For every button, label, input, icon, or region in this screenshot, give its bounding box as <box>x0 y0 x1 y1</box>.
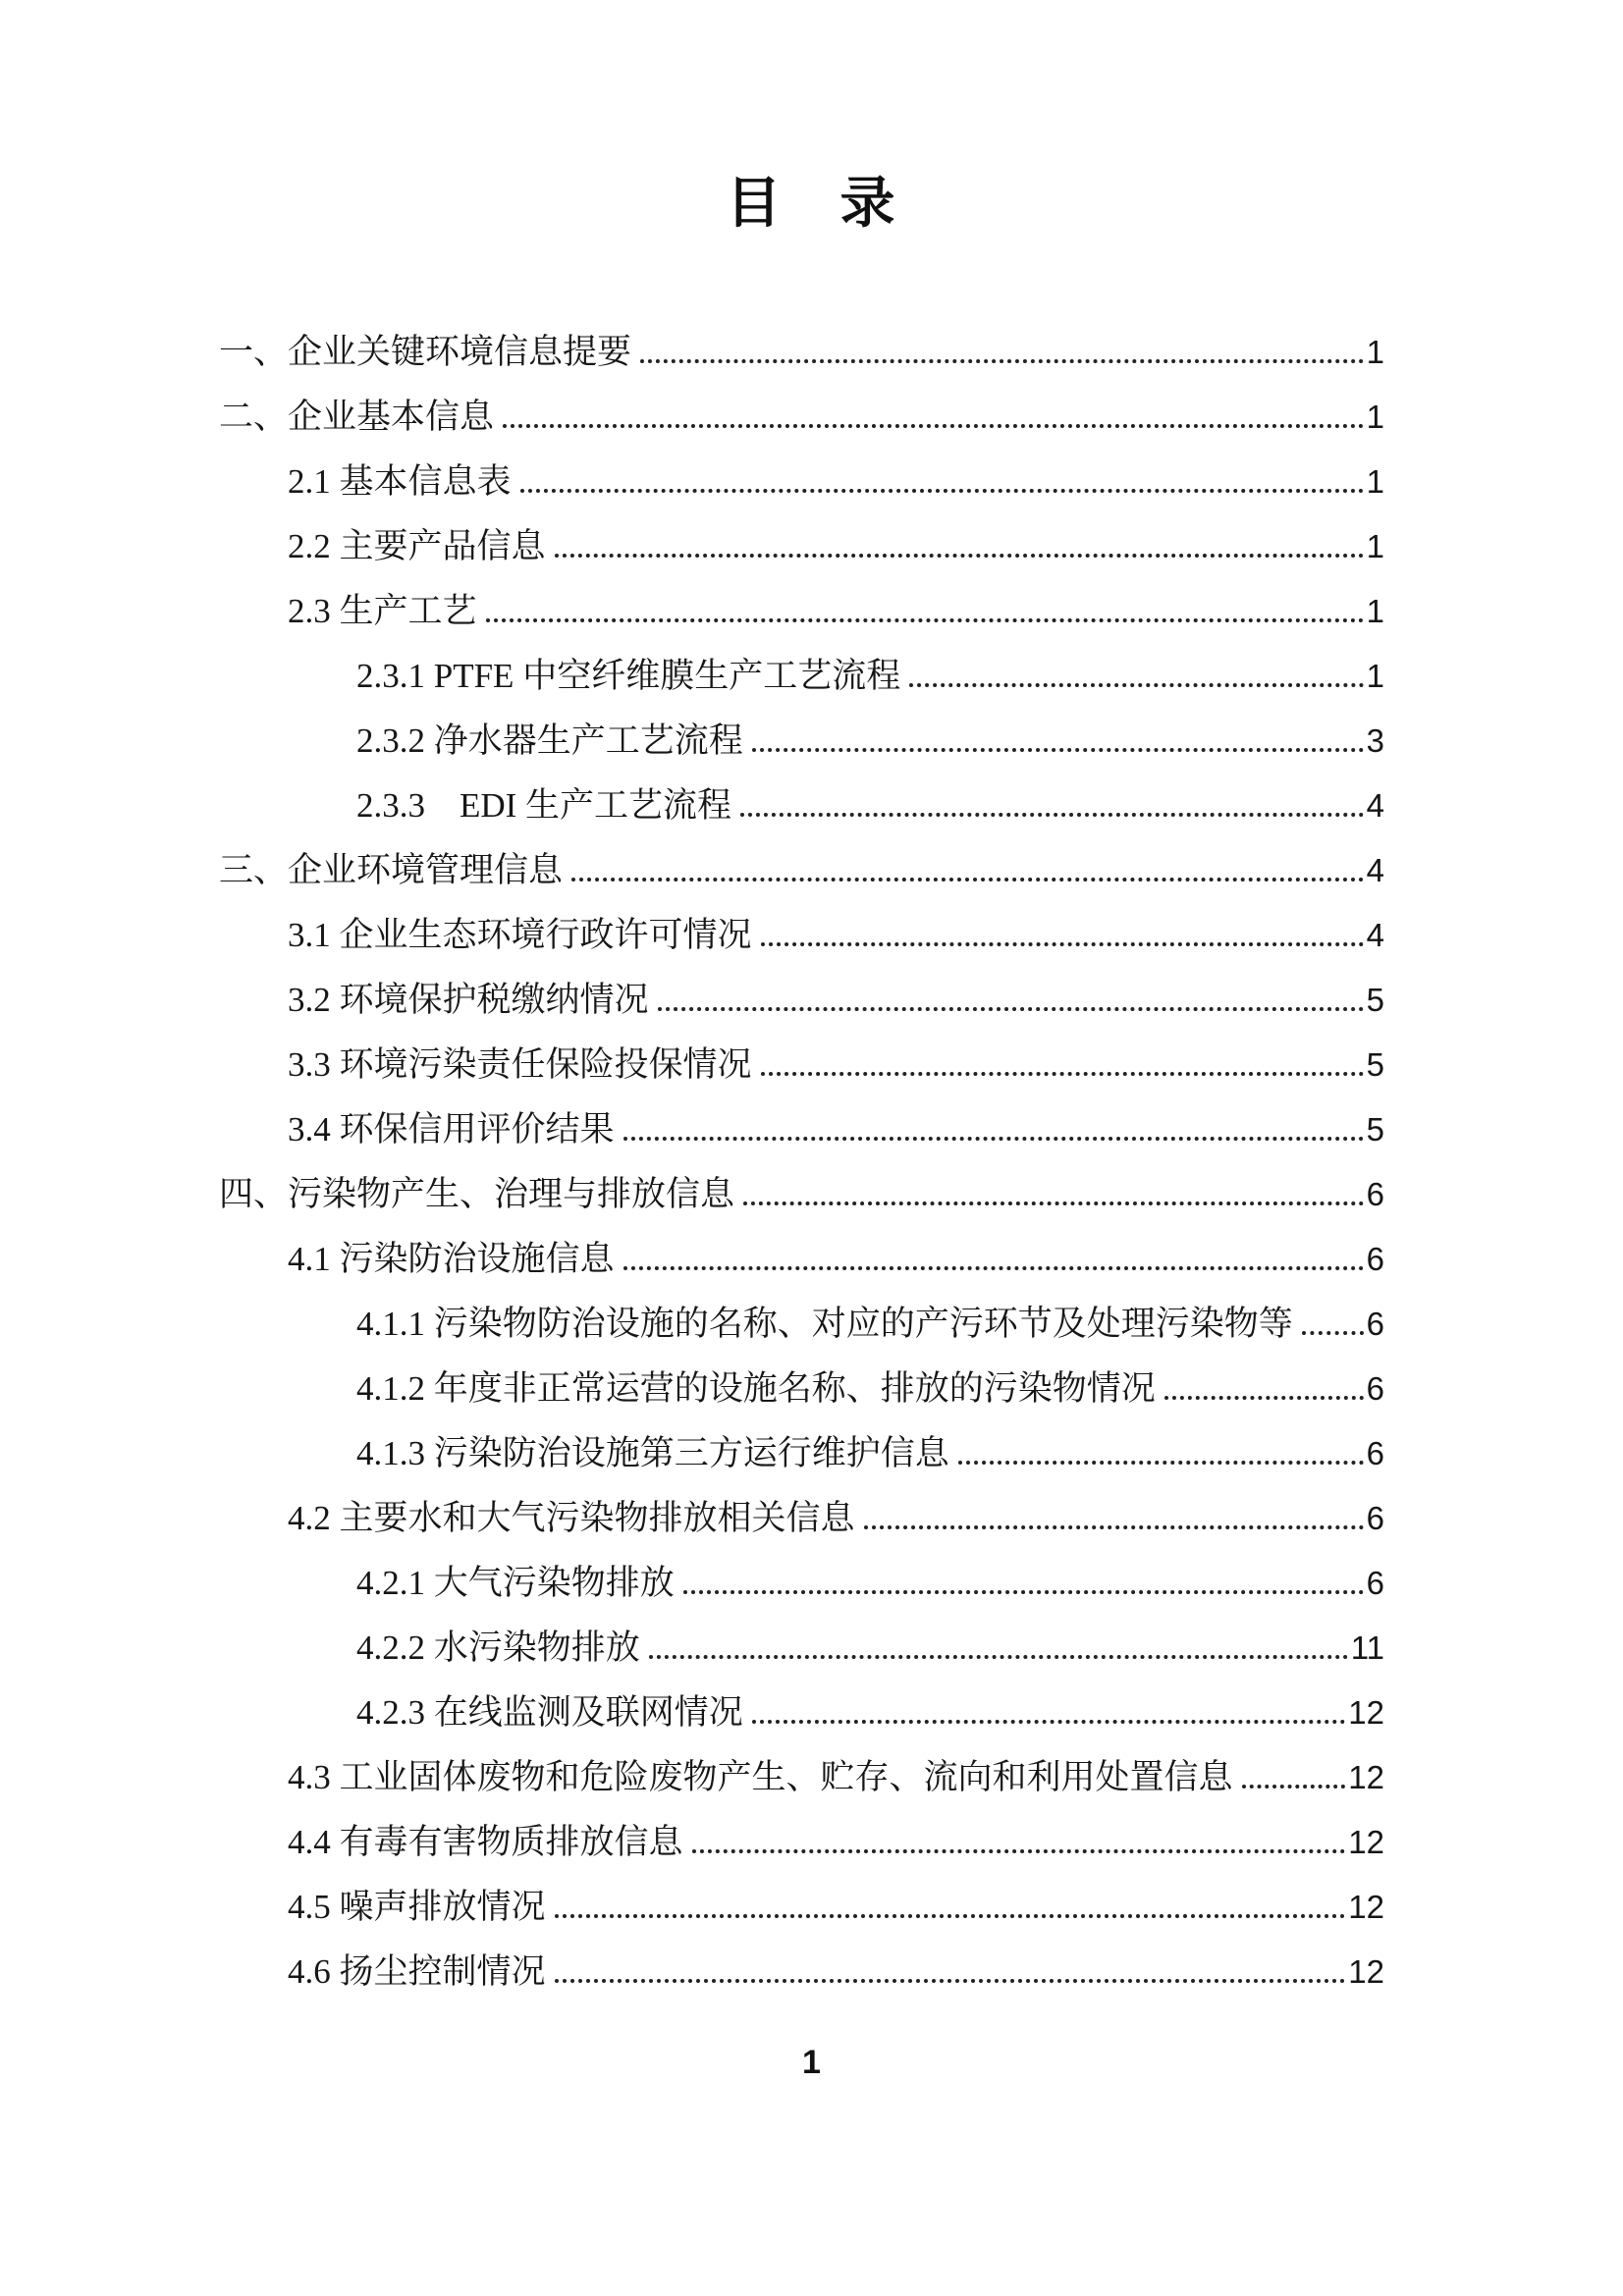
toc-entry-page: 4 <box>1366 852 1384 888</box>
toc-entry-label: 4.6 扬尘控制情况 <box>288 1952 546 1991</box>
toc-entry <box>219 719 1384 763</box>
toc-leader-dots <box>740 812 1364 817</box>
toc-entry <box>219 330 1384 374</box>
toc-entry-page: 6 <box>1366 1241 1384 1277</box>
toc-entry-page: 5 <box>1366 1111 1384 1148</box>
toc-leader-dots <box>743 1201 1364 1205</box>
toc-entry-page: 4 <box>1366 787 1384 824</box>
toc-entry <box>219 1496 1384 1540</box>
toc-entry <box>219 1561 1384 1605</box>
toc-leader-dots <box>486 617 1364 622</box>
toc-leader-dots <box>571 877 1364 881</box>
toc-entry-label: 4.2.2 水污染物排放 <box>356 1629 640 1667</box>
toc-entry <box>219 1755 1384 1799</box>
toc-entry <box>219 1626 1384 1670</box>
toc-entry-page: 6 <box>1366 1370 1384 1407</box>
toc-entry <box>219 654 1384 698</box>
toc-leader-dots <box>649 1654 1348 1659</box>
toc-leader-dots <box>1302 1330 1364 1335</box>
toc-leader-dots <box>1164 1395 1364 1400</box>
toc-entry <box>219 1107 1384 1151</box>
toc-entry-page: 12 <box>1348 1694 1384 1731</box>
toc-entry <box>219 1366 1384 1411</box>
toc-entry-page: 5 <box>1366 1046 1384 1083</box>
toc-entry-label: 4.2.3 在线监测及联网情况 <box>356 1693 743 1732</box>
toc-leader-dots <box>520 488 1364 493</box>
toc-entry-label: 4.5 噪声排放情况 <box>288 1888 546 1926</box>
toc-leader-dots <box>692 1848 1346 1853</box>
toc-leader-dots <box>623 1265 1364 1270</box>
toc-list <box>219 330 1384 1994</box>
toc-leader-dots <box>761 1071 1364 1076</box>
toc-entry <box>219 459 1384 504</box>
toc-entry <box>219 1431 1384 1475</box>
toc-entry <box>219 1172 1384 1216</box>
toc-entry-page: 3 <box>1366 722 1384 759</box>
toc-leader-dots <box>623 1136 1364 1141</box>
toc-leader-dots <box>752 747 1364 752</box>
toc-entry-label: 2.1 基本信息表 <box>288 462 512 501</box>
toc-title: 目 录 <box>726 174 897 235</box>
toc-entry-page: 11 <box>1350 1629 1384 1666</box>
toc-entry-page: 1 <box>1366 399 1384 435</box>
toc-entry-page: 1 <box>1366 334 1384 370</box>
toc-leader-dots <box>761 941 1364 946</box>
toc-entry-label: 四、污染物产生、治理与排放信息 <box>219 1175 735 1213</box>
toc-entry <box>219 783 1384 828</box>
toc-entry-label: 2.3 生产工艺 <box>288 592 477 630</box>
toc-leader-dots <box>752 1719 1346 1724</box>
toc-entry-page: 6 <box>1366 1500 1384 1536</box>
toc-entry-page: 12 <box>1348 1889 1384 1925</box>
toc-entry <box>219 524 1384 568</box>
toc-entry-label: 一、企业关键环境信息提要 <box>219 333 632 371</box>
toc-entry <box>219 589 1384 633</box>
toc-entry <box>219 848 1384 892</box>
toc-entry-label: 4.1.3 污染防治设施第三方运行维护信息 <box>356 1434 949 1472</box>
toc-entry-label: 2.3.1 PTFE 中空纤维膜生产工艺流程 <box>356 657 901 695</box>
toc-entry-page: 1 <box>1366 658 1384 694</box>
toc-entry-label: 4.4 有毒有害物质排放信息 <box>288 1823 683 1861</box>
toc-entry <box>219 395 1384 439</box>
toc-entry-page: 1 <box>1366 463 1384 500</box>
toc-leader-dots <box>555 553 1364 558</box>
toc-entry-label: 4.1.2 年度非正常运营的设施名称、排放的污染物情况 <box>356 1369 1156 1408</box>
toc-entry-label: 3.4 环保信用评价结果 <box>288 1110 615 1148</box>
toc-entry-page: 4 <box>1366 917 1384 953</box>
toc-entry <box>219 1820 1384 1864</box>
toc-entry-page: 6 <box>1366 1306 1384 1342</box>
toc-leader-dots <box>658 1006 1364 1011</box>
toc-entry <box>219 1885 1384 1929</box>
toc-entry-page: 5 <box>1366 982 1384 1018</box>
toc-entry <box>219 1690 1384 1735</box>
toc-entry-label: 3.2 环境保护税缴纳情况 <box>288 981 649 1019</box>
toc-entry <box>219 1237 1384 1281</box>
toc-entry-label: 4.2.1 大气污染物排放 <box>356 1564 675 1602</box>
toc-leader-dots <box>864 1524 1364 1529</box>
toc-entry-page: 12 <box>1348 1759 1384 1795</box>
toc-leader-dots <box>640 358 1364 363</box>
toc-entry-label: 三、企业环境管理信息 <box>219 851 564 889</box>
toc-entry-label: 4.3 工业固体废物和危险废物产生、贮存、流向和利用处置信息 <box>288 1758 1233 1796</box>
toc-entry-label: 二、企业基本信息 <box>219 398 495 436</box>
toc-entry <box>219 1042 1384 1087</box>
toc-entry <box>219 978 1384 1022</box>
toc-entry-label: 2.2 主要产品信息 <box>288 527 546 565</box>
toc-entry-label: 4.1.1 污染物防治设施的名称、对应的产污环节及处理污染物等 <box>356 1305 1293 1343</box>
toc-leader-dots <box>1242 1784 1346 1789</box>
toc-leader-dots <box>909 682 1363 687</box>
toc-entry-page: 6 <box>1366 1435 1384 1471</box>
toc-entry-page: 1 <box>1366 593 1384 629</box>
toc-entry <box>219 1949 1384 1994</box>
toc-entry <box>219 913 1384 957</box>
toc-entry-page: 6 <box>1366 1176 1384 1212</box>
toc-entry-label: 3.1 企业生态环境行政许可情况 <box>288 916 752 954</box>
toc-entry-page: 1 <box>1366 528 1384 564</box>
toc-entry-label: 2.3.3 EDI 生产工艺流程 <box>356 786 732 825</box>
toc-entry-label: 2.3.2 净水器生产工艺流程 <box>356 721 743 760</box>
toc-leader-dots <box>683 1589 1364 1594</box>
toc-leader-dots <box>555 1978 1346 1983</box>
toc-entry-page: 6 <box>1366 1565 1384 1601</box>
toc-entry <box>219 1302 1384 1346</box>
toc-entry-label: 3.3 环境污染责任保险投保情况 <box>288 1045 752 1084</box>
toc-entry-page: 12 <box>1348 1953 1384 1990</box>
toc-entry-label: 4.1 污染防治设施信息 <box>288 1240 615 1278</box>
footer-page-number: 1 <box>802 2044 821 2081</box>
toc-leader-dots <box>503 423 1364 428</box>
toc-leader-dots <box>958 1460 1364 1465</box>
toc-entry-page: 12 <box>1348 1824 1384 1860</box>
toc-entry-label: 4.2 主要水和大气污染物排放相关信息 <box>288 1499 855 1537</box>
toc-leader-dots <box>555 1913 1346 1918</box>
